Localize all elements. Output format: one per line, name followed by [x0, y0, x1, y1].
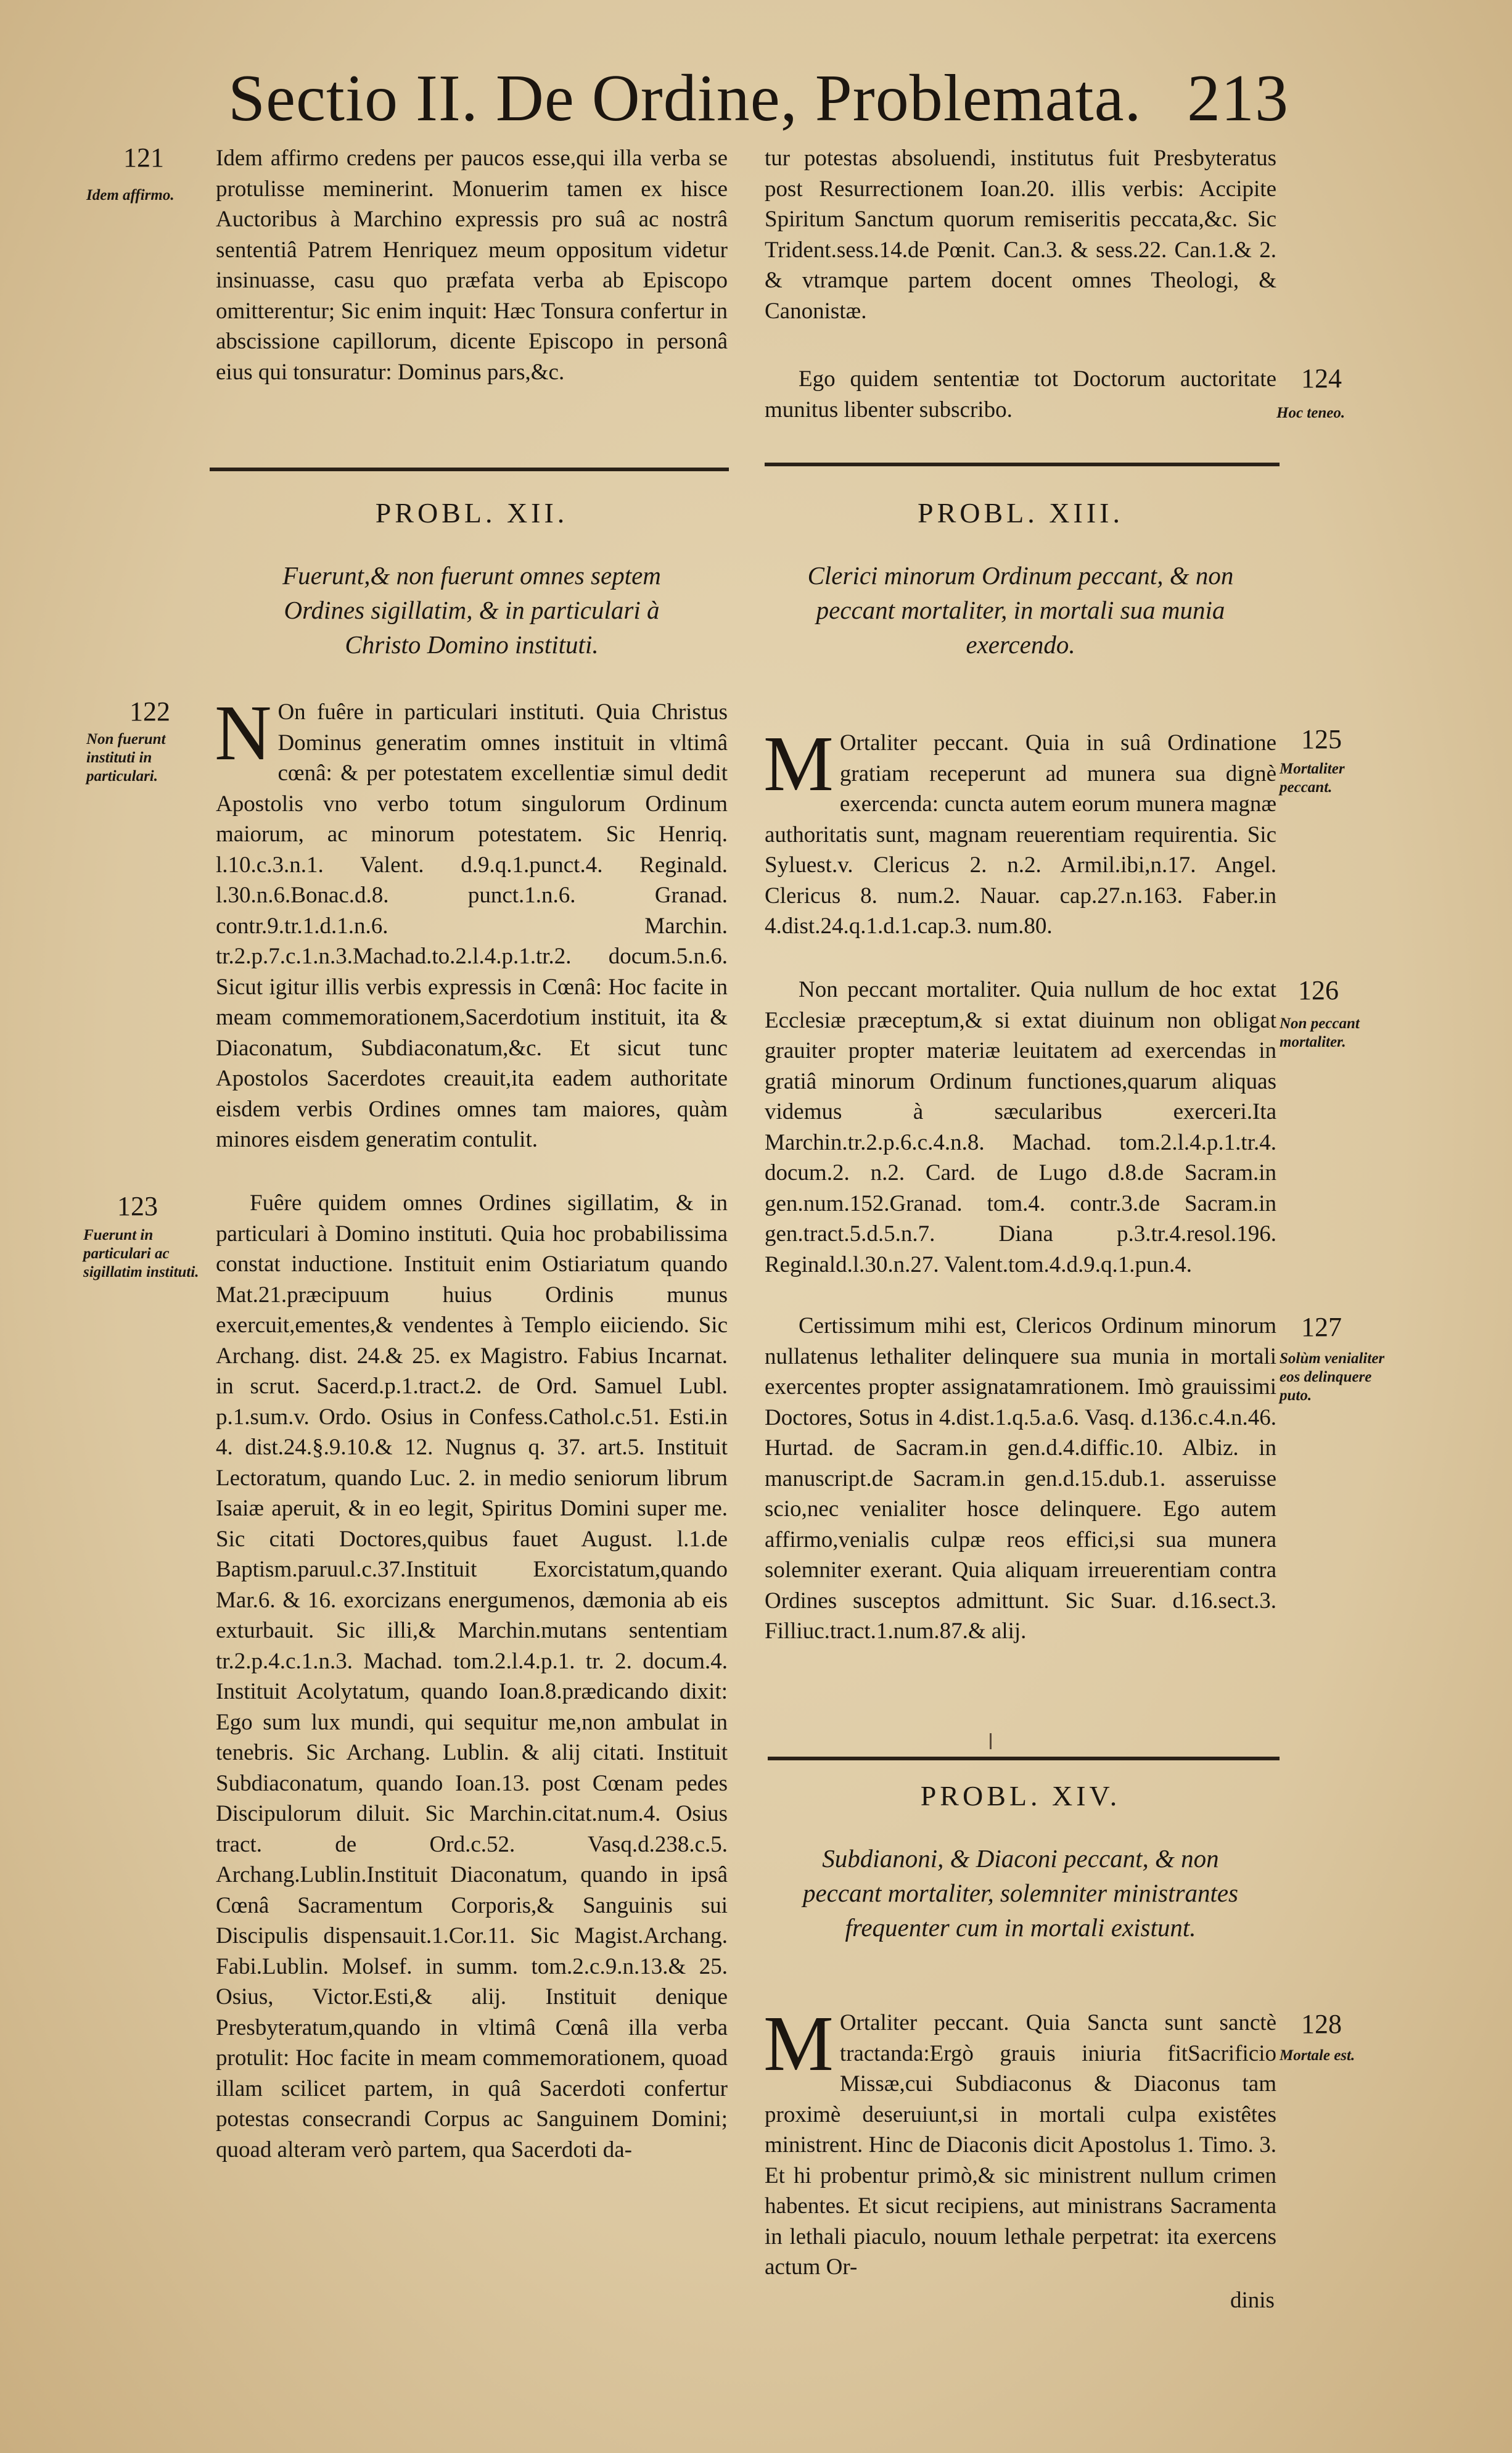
margin-note-122: Non fuerunt instituti in particulari. [86, 731, 166, 785]
margin-number-121: 121 [123, 142, 164, 173]
page-number: 213 [1187, 62, 1289, 135]
running-header [228, 59, 1289, 139]
margin-number-125: 125 [1301, 724, 1342, 754]
paragraph-127: Certissimum mihi est, Clericos Ordinum minorum nullatenus lethaliter delinquere sua munia in mortali exercentes propter assignatamrationem. Imò grauissimi Doctores, Sotus in 4.dist.1.q.5.a.6. Vasq. d.136.c.4.n.46. Hurtad. de Sacram.in gen.d.4.diffic.10. Albiz. in manuscript.de Sacram.in gen.d.15.dub.1. asseruisse scio,nec venialiter hosce delinquere. Ego autem affirmo,venialis culpæ reos effici,si sua munera solemniter exerant. Quia aliquam irreuerentiam contra Ordines susceptos admittunt. Sic Suar. d.16.sect.3. Filliuc.tract.1.num.87.& alij. [765, 1313, 1276, 1644]
problem-13-heading: PROBL. XIII. [918, 497, 1124, 529]
drop-cap: N [215, 689, 272, 777]
tick-mark [990, 1733, 992, 1749]
section-rule [765, 463, 1280, 466]
paragraph-126: Non peccant mortaliter. Quia nullum de hoc extat Ecclesiæ præceptum,& si extat diuinum non obligat grauiter propter materiæ leuitatem ad exercendas in gratiâ minorum Ordinum functiones,quarum aliquas videmus à sæcularibus exerceri.Ita Marchin.tr.2.p.6.c.4.n.8. Machad. tom.2.l.4.p.1.tr.4. docum.2. n.2. Card. de Lugo d.8.de Sacram.in gen.num.152.Granad. tom.4. contr.3.de Sacram.in gen.tract.5.d.5.n.7. Diana p.3.tr.4.resol.196. Reginald.l.30.n.27. Valent.tom.4.d.9.q.1.pun.4. [765, 977, 1276, 1277]
header-title: Sectio II. De Ordine, Problemata. [228, 62, 1142, 135]
paragraph-125: M Ortaliter peccant. Quia in suâ Ordinatione gratiam receperunt ad munera sua dignè exercenda: cuncta autem eorum munera magnæ authoritatis sunt, magnam reuerentiam requirentia. Sic Syluest.v. Clericus 2. n.2. Armil.ibi,n.17. Angel. Clericus 8. num.2. Nauar. cap.27.n.163. Faber.in 4.dist.24.q.1.d.1.cap.3. num.80. [763, 720, 1276, 939]
margin-note-126: Non peccant mortaliter. [1280, 1015, 1360, 1050]
margin-number-127: 127 [1301, 1312, 1342, 1342]
catchword: dinis [1230, 2288, 1275, 2313]
margin-note-128: Mortale est. [1280, 2047, 1355, 2064]
margin-note-121: Idem affirmo. [86, 187, 175, 204]
margin-note-123: Fuerunt in particulari ac sigillatim instituti. [83, 1227, 199, 1280]
section-rule [210, 468, 729, 471]
margin-number-124: 124 [1301, 363, 1342, 394]
section-rule [768, 1757, 1280, 1760]
margin-number-128: 128 [1301, 2009, 1342, 2039]
drop-cap: M [763, 720, 834, 807]
drop-cap: M [763, 2000, 834, 2087]
paragraph-continued: tur potestas absoluendi, institutus fuit Presbyteratus post Resurrectionem Ioan.20. illis verbis: Accipite Spiritum Sanctum quorum remiseritis peccata,&c. Sic Trident.sess.14.de Pœnit. Can.3. & sess.22. Can.1.& 2. & vtramque partem docent omnes Theologi, & Canonistæ. [765, 146, 1276, 324]
margin-number-123: 123 [117, 1191, 158, 1221]
margin-note-125: Mortaliter peccant. [1280, 761, 1345, 796]
problem-12-heading: PROBL. XII. [375, 497, 569, 529]
paragraph-122: N On fuêre in particulari instituti. Quia Christus Dominus generatim omnes instituit in vltimâ cœnâ: & per potestatem excellentiæ simul dedit Apostolis vno verbo totum singulorum Ordinum maiorum, ac minorum potestatem. Sic Henriq. l.10.c.3.n.1. Valent. d.9.q.1.punct.4. Reginald. l.30.n.6.Bonac.d.8. punct.1.n.6. Granad. contr.9.tr.1.d.1.n.6. Marchin. tr.2.p.7.c.1.n.3.Machad.to.2.l.4.p.1.tr.2. docum.5.n.6. Sicut igitur illis verbis expressis in Cœnâ: Hoc facite in meam commemorationem,Sacerdotium instituit, ita & Diaconatum, Subdiaconatum,&c. Et sicut tunc Apostolos Sacerdotes creauit,ita eadem authoritate eisdem verbis Ordines omnes tam maiores, quàm minores eisdem generatim contulit. [215, 689, 728, 1152]
problem-12-title: Fuerunt,& non fuerunt omnes septem Ordines sigillatim, & in particulari à Christo Domino instituti. [282, 561, 661, 659]
paragraph-124: Ego quidem sententiæ tot Doctorum auctoritate munitus libenter subscribo. [765, 366, 1276, 423]
margin-note-124: Hoc teneo. [1276, 405, 1346, 421]
margin-note-127: Solùm venialiter eos delinquere puto. [1280, 1350, 1385, 1404]
problem-14-heading: PROBL. XIV. [920, 1780, 1121, 1812]
paragraph-123: Fuêre quidem omnes Ordines sigillatim, & in particulari à Domino instituti. Quia hoc probabilissima constat inductione. Instituit enim Ostiariatum quando Mat.21.præcipuum huius Ordinis munus exercuit,ementes,& vendentes à Templo eiiciendo. Sic Archang. dist. 24.& 25. ex Magistro. Fabius Incarnat. in scrut. Sacerd.p.1.tract.2. de Ord. Samuel Lubl. p.1.sum.v. Ordo. Osius in Confess.Cathol.c.51. Esti.in 4. dist.24.§.9.10.& 12. Nugnus q. 37. art.5. Instituit Lectoratum, quando Luc. 2. in medio seniorum librum Isaiæ aperuit, & in eo legit, Spiritus Domini super me. Sic citati Doctores,quibus fauet August. l.1.de Baptism.paruul.c.37.Instituit Exorcistatum,quando Mar.6. & 16. exorcizans energumenos, dæmonia ab eis exturbauit. Sic illi,& Marchin.mutans sententiam tr.2.p.4.c.1.n.3. Machad. tom.2.l.4.p.1. tr. 2. docum.4. Instituit Acolytatum, quando Ioan.8.prædicando dixit: Ego sum lux mundi, qui sequitur me,non ambulat in tenebris. Sic Archang. Lublin. & alij citati. Instituit Subdiaconatum, quando Ioan.13. post Cœnam pedes Discipulorum diluit. Sic Marchin.citat.num.4. Osius tract. de Ord.c.52. Vasq.d.238.c.5. Archang.Lublin.Instituit Diaconatum, quando in ipsâ Cœnâ Sacramentum Corporis,& Sanguinis sui Discipulis dispensauit.1.Cor.11. Sic Magist.Archang. Fabi.Lublin. Molsef. in summ. tom.2.c.9.n.13.& 25. Osius, Victor.Esti,& alij. Instituit denique Presbyteratum,quando in vltimâ Cœnâ illa verba protulit: Hoc facite in meam commemorationem, quoad illam scilicet partem, in quâ Sacerdoti confertur potestas consecrandi Corpus ac Sanguinem Domini; quoad alteram verò partem, qua Sacerdoti da- [216, 1190, 728, 2162]
problem-13-title: Clerici minorum Ordinum peccant, & non peccant mortaliter, in mortali sua munia exercendo. [807, 561, 1234, 659]
paragraph-121: Idem affirmo credens per paucos esse,qui illa verba se protulisse meminerint. Monuerim tamen ex hisce Auctoribus à Marchino expressis pro suâ ac nostrâ sententiâ Patrem Henriquez meum oppositum videtur insinuasse, casu quo præfata verba ab Episcopo omitterentur; Sic enim inquit: Hæc Tonsura confertur in abscissione capillorum, dicente Episcopo in personâ eius qui tonsuratur: Dominus pars,&c. [216, 146, 728, 385]
margin-number-122: 122 [129, 696, 170, 727]
margin-number-126: 126 [1298, 975, 1339, 1005]
paragraph-128: M Ortaliter peccant. Quia Sancta sunt sanctè tractanda:Ergò grauis iniuria fitSacrificio Missæ,cui Subdiaconus & Diaconus tam proximè deseruiunt,si in mortali culpa existêtes ministrent. Hinc de Diaconis dicit Apostolus 1. Timo. 3. Et hi probentur primò,& sic ministrent nullum crimen habentes. Et sicut recipiens, aut ministrans Sacramenta in lethali piaculo, nouum lethale perpetrat: ita exercens actum Or- [763, 2000, 1276, 2280]
problem-14-title: Subdianoni, & Diaconi peccant, & non peccant mortaliter, solemniter ministrantes frequenter cum in mortali existunt. [802, 1844, 1239, 1942]
